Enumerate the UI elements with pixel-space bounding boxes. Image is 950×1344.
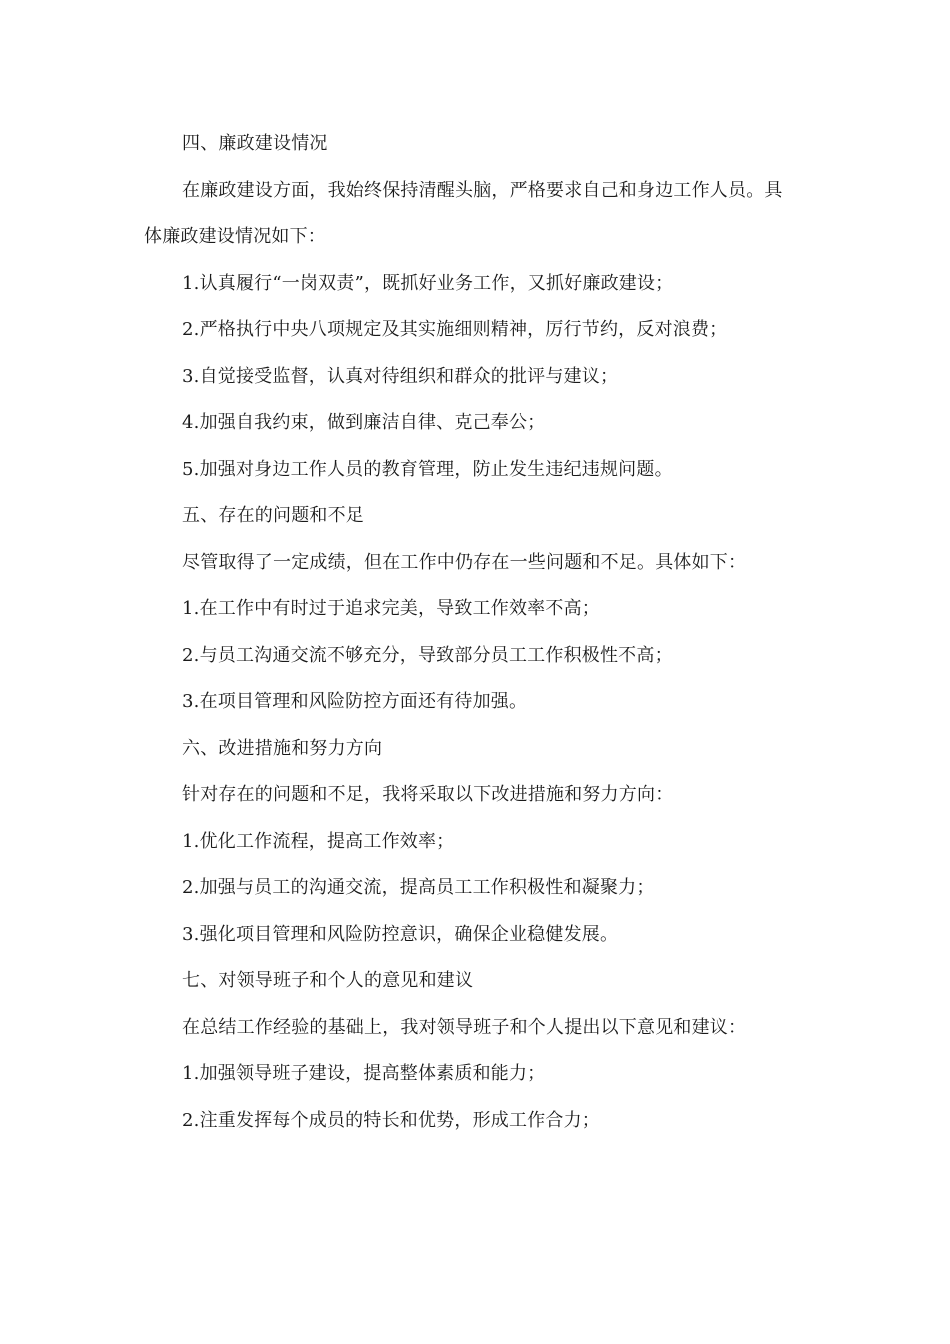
paragraph-line: 体廉政建设情况如下： (144, 226, 326, 247)
list-item: 5.加强对身边工作人员的教育管理，防止发生违纪违规问题。 (182, 458, 673, 480)
list-item: 3.自觉接受监督，认真对待组织和群众的批评与建议； (182, 365, 619, 387)
document-body (144, 126, 809, 1149)
paragraph-line: 在总结工作经验的基础上，我对领导班子和个人提出以下意见和建议： (182, 1016, 747, 1038)
section-heading-suggestions: 七、对领导班子和个人的意见和建议 (182, 970, 474, 991)
list-item: 1.加强领导班子建设，提高整体素质和能力； (182, 1063, 546, 1084)
list-item: 1.优化工作流程，提高工作效率； (182, 830, 455, 852)
list-item: 3.在项目管理和风险防控方面还有待加强。 (182, 691, 528, 712)
list-item: 2.与员工沟通交流不够充分，导致部分员工工作积极性不高； (182, 644, 673, 666)
list-item: 1.认真履行“一岗双责”，既抓好业务工作，又抓好廉政建设； (182, 272, 674, 294)
list-item: 2.严格执行中央八项规定及其实施细则精神，厉行节约，反对浪费； (182, 319, 728, 340)
list-item: 1.在工作中有时过于追求完美，导致工作效率不高； (182, 598, 600, 619)
paragraph-line: 针对存在的问题和不足，我将采取以下改进措施和努力方向： (182, 784, 674, 805)
section-heading-integrity: 四、廉政建设情况 (182, 133, 328, 154)
list-item: 2.注重发挥每个成员的特长和优势，形成工作合力； (182, 1109, 600, 1131)
list-item: 3.强化项目管理和风险防控意识，确保企业稳健发展。 (182, 923, 619, 945)
paragraph-line: 在廉政建设方面，我始终保持清醒头脑，严格要求自己和身边工作人员。具 (182, 179, 783, 201)
list-item: 4.加强自我约束，做到廉洁自律、克己奉公； (182, 412, 546, 433)
section-heading-improvements: 六、改进措施和努力方向 (182, 737, 383, 759)
section-heading-problems: 五、存在的问题和不足 (182, 505, 364, 526)
list-item: 2.加强与员工的沟通交流，提高员工工作积极性和凝聚力； (182, 877, 655, 898)
paragraph-line: 尽管取得了一定成绩，但在工作中仍存在一些问题和不足。具体如下： (182, 551, 747, 573)
